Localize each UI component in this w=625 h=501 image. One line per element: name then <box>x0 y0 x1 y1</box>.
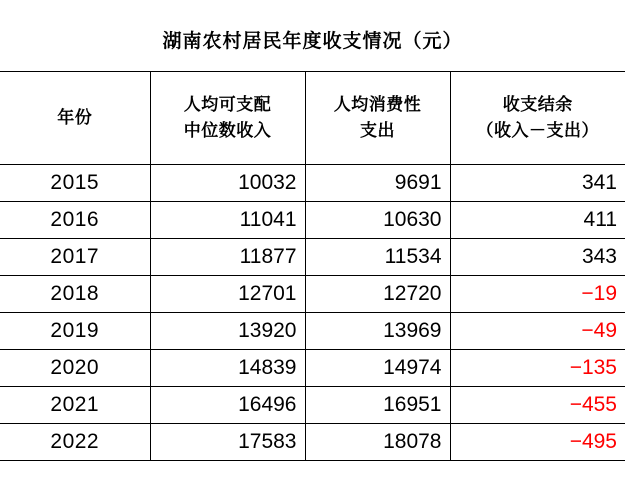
cell-year: 2019 <box>0 313 150 350</box>
cell-balance: 341 <box>450 165 625 202</box>
table-header-row <box>0 72 625 165</box>
cell-year: 2015 <box>0 165 150 202</box>
cell-balance: −49 <box>450 313 625 350</box>
table-row <box>0 239 625 276</box>
column-header-year-line-1: 年份 <box>57 108 93 128</box>
cell-balance: −455 <box>450 387 625 424</box>
cell-income: 13920 <box>150 313 305 350</box>
column-header-consumption-expense <box>305 72 450 165</box>
column-header-consumption-expense-line-2: 支出 <box>360 121 395 141</box>
table-row <box>0 165 625 202</box>
cell-expense: 13969 <box>305 313 450 350</box>
cell-balance: 343 <box>450 239 625 276</box>
table-row <box>0 350 625 387</box>
cell-expense: 9691 <box>305 165 450 202</box>
income-expense-table <box>0 71 625 461</box>
cell-expense: 16951 <box>305 387 450 424</box>
table-body <box>0 165 625 461</box>
column-header-consumption-expense-line-1: 人均消费性 <box>333 95 422 115</box>
cell-year: 2017 <box>0 239 150 276</box>
cell-income: 16496 <box>150 387 305 424</box>
table-row <box>0 276 625 313</box>
cell-income: 11877 <box>150 239 305 276</box>
cell-expense: 18078 <box>305 424 450 461</box>
column-header-median-income <box>150 72 305 165</box>
column-header-balance <box>450 72 625 165</box>
column-header-balance-line-1: 收支结余 <box>502 95 573 115</box>
cell-income: 11041 <box>150 202 305 239</box>
table-header <box>0 72 625 165</box>
table-row <box>0 387 625 424</box>
table-row <box>0 202 625 239</box>
cell-income: 10032 <box>150 165 305 202</box>
cell-year: 2021 <box>0 387 150 424</box>
cell-balance: −495 <box>450 424 625 461</box>
cell-balance: −135 <box>450 350 625 387</box>
cell-year: 2018 <box>0 276 150 313</box>
column-header-median-income-line-1: 人均可支配 <box>183 95 272 115</box>
table-row <box>0 424 625 461</box>
page-title: 湖南农村居民年度收支情况（元） <box>162 30 463 52</box>
cell-expense: 11534 <box>305 239 450 276</box>
column-header-balance-line-2: （收入－支出） <box>476 121 599 141</box>
cell-balance: −19 <box>450 276 625 313</box>
cell-year: 2016 <box>0 202 150 239</box>
cell-income: 17583 <box>150 424 305 461</box>
table-row <box>0 313 625 350</box>
cell-balance: 411 <box>450 202 625 239</box>
cell-year: 2020 <box>0 350 150 387</box>
cell-expense: 10630 <box>305 202 450 239</box>
cell-expense: 14974 <box>305 350 450 387</box>
cell-income: 14839 <box>150 350 305 387</box>
cell-income: 12701 <box>150 276 305 313</box>
column-header-median-income-line-2: 中位数收入 <box>183 121 272 141</box>
cell-expense: 12720 <box>305 276 450 313</box>
cell-year: 2022 <box>0 424 150 461</box>
column-header-year <box>0 72 150 165</box>
